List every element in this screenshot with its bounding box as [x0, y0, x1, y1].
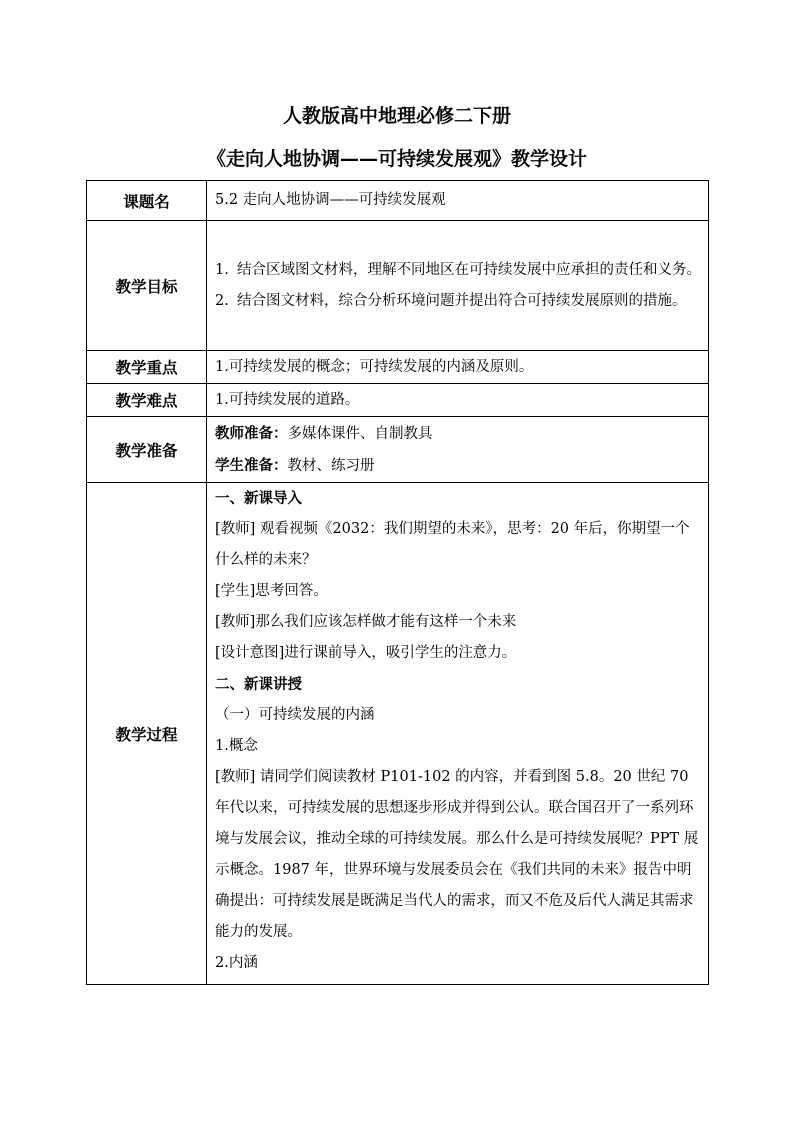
teacher-prep-label: 教师准备： — [215, 424, 288, 442]
lesson-plan-table — [86, 180, 709, 985]
objective-item: 2. 结合图文材料，综合分析环境问题并提出符合可持续发展原则的措施。 — [215, 292, 687, 309]
value-difficulties: 1.可持续发展的道路。 — [207, 384, 709, 417]
row-objectives — [87, 221, 709, 351]
row-preparation — [87, 417, 709, 483]
value-preparation — [207, 417, 709, 483]
row-process — [87, 483, 709, 985]
section-heading: 一、新课导入 — [215, 490, 302, 507]
process-paragraph: [学生]思考回答。 — [215, 583, 328, 599]
value-process — [207, 483, 709, 985]
label-difficulties: 教学难点 — [87, 384, 207, 417]
objective-item: 1. 结合区域图文材料，理解不同地区在可持续发展中应承担的责任和义务。 — [215, 261, 701, 278]
label-objectives: 教学目标 — [87, 221, 207, 351]
item-heading: 2.内涵 — [215, 955, 258, 971]
student-prep-label: 学生准备： — [215, 456, 288, 474]
value-objectives — [207, 221, 709, 351]
label-process: 教学过程 — [87, 483, 207, 985]
process-paragraph: [教师] 观看视频《2032：我们期望的未来》，思考：20 年后，你期望一个什么样的未来？ — [215, 521, 690, 568]
document-subtitle: 《走向人地协调——可持续发展观》教学设计 — [206, 148, 587, 170]
student-prep-value: 教材、练习册 — [287, 457, 375, 474]
process-paragraph: [教师] 请同学们阅读教材 P101-102 的内容，并看到图 5.8。20 世纪 70 年代以来，可持续发展的思想逐步形成并得到公认。联合国召开了一系列环境与发展会议，推动全球的可持续发展。那么什么是可持续发展呢？PPT 展示概念。1987 年，世界环境与发展委员会在《我们共同的未来》报告中明确提出：可持续发展是既满足当代人的需求，而又不危及后代人满足其需求能力的发展。 — [215, 769, 699, 940]
process-paragraph: [设计意图]进行课前导入，吸引学生的注意力。 — [215, 645, 517, 661]
subsection-heading: （一）可持续发展的内涵 — [215, 707, 375, 723]
label-topic: 课题名 — [87, 181, 207, 221]
value-keypoints: 1.可持续发展的概念；可持续发展的内涵及原则。 — [207, 351, 709, 384]
objective-list — [215, 255, 701, 317]
row-keypoints — [87, 351, 709, 384]
label-preparation: 教学准备 — [87, 417, 207, 483]
row-difficulties — [87, 384, 709, 417]
value-topic: 5.2 走向人地协调——可持续发展观 — [207, 181, 709, 221]
label-keypoints: 教学重点 — [87, 351, 207, 384]
item-heading: 1.概念 — [215, 738, 258, 754]
process-paragraph: [教师]那么我们应该怎样做才能有这样一个未来 — [215, 614, 517, 630]
row-topic — [87, 181, 709, 221]
teacher-prep-value: 多媒体课件、自制教具 — [287, 425, 433, 442]
section-heading: 二、新课讲授 — [215, 676, 302, 693]
document-title: 人教版高中地理必修二下册 — [282, 105, 511, 127]
